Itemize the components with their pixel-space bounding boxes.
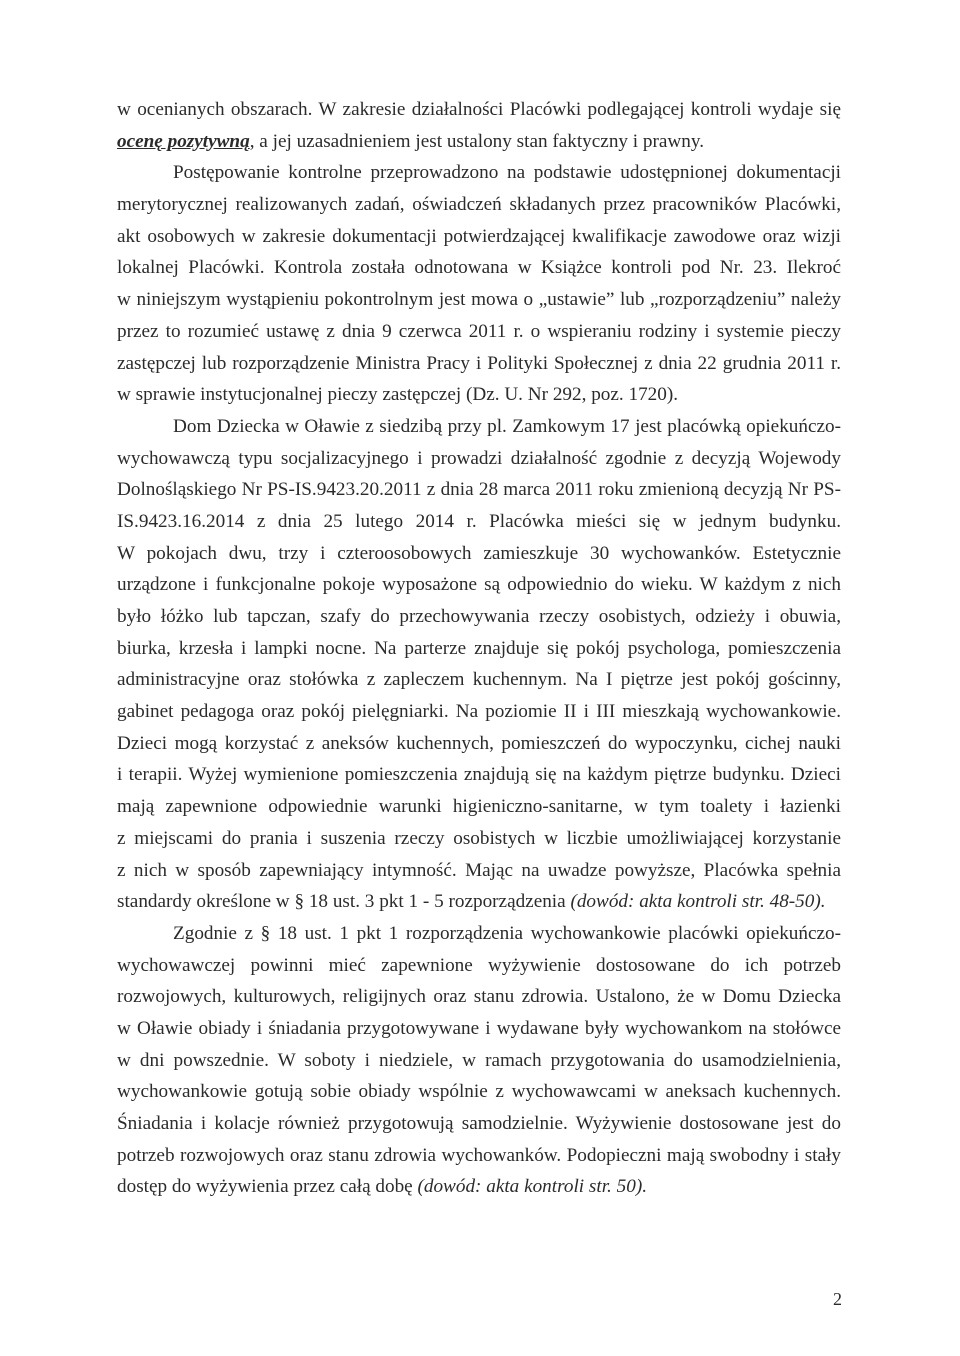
text-line: administracyjne oraz stołówka z zapleczem kuchennym. Na I piętrze jest pokój gościnny,	[117, 669, 841, 691]
text-line: było łóżko lub tapczan, szafy do przechowywania rzeczy osobistych, odzieży i obuwia,	[117, 606, 841, 627]
text-line: lokalnej Placówki. Kontrola została odnotowana w Książce kontroli pod Nr. 23. Ilekroć	[117, 257, 841, 279]
text-line: akt osobowych w zakresie dokumentacji potwierdzającej kwalifikacje zawodowe oraz wizji	[117, 225, 841, 247]
text-line	[117, 886, 841, 918]
text-line: potrzeb rozwojowych oraz stanu zdrowia wychowanków. Podopieczni mają swobodny i stały	[117, 1144, 841, 1166]
text-line: Zgodnie z § 18 ust. 1 pkt 1 rozporządzenia wychowankowie placówki opiekuńczo-	[173, 922, 841, 944]
text-line	[117, 1171, 841, 1203]
line-segment: , a jej uzasadnieniem jest ustalony stan faktyczny i prawny.	[249, 130, 705, 152]
text-line: wychowawczej powinni mieć zapewnione wyżywienie dostosowane do ich potrzeb	[117, 954, 841, 976]
text-line: przez to rozumieć ustawę z dnia 9 czerwca 2011 r. o wspieraniu rodziny i systemie pieczy	[117, 320, 841, 342]
text-line: W pokojach dwu, trzy i czteroosobowych zamieszkuje 30 wychowanków. Estetycznie	[117, 542, 841, 564]
text-line: zastępczej lub rozporządzenie Ministra Pracy i Polityki Społecznej z dnia 22 grudnia 2011 r.	[117, 352, 841, 374]
evidence-citation: (dowód: akta kontroli str. 48-50).	[570, 891, 826, 913]
text-line: Postępowanie kontrolne przeprowadzono na podstawie udostępnionej dokumentacji	[173, 162, 841, 184]
text-line: w Oławie obiady i śniadania przygotowywane i wydawane były wychowankom na stołówce	[117, 1017, 841, 1039]
text-line: Dolnośląskiego Nr PS-IS.9423.20.2011 z dnia 28 marca 2011 roku zmienioną decyzją Nr PS-	[117, 479, 841, 501]
text-line: z miejscami do prania i suszenia rzeczy osobistych w liczbie umożliwiającej korzystanie	[117, 827, 841, 849]
page-number: 2	[833, 1289, 842, 1309]
text-line: gabinet pedagoga oraz pokój pielęgniarki. Na poziomie II i III mieszkają wychowankowie.	[117, 701, 841, 723]
evidence-citation: (dowód: akta kontroli str. 50).	[417, 1176, 648, 1198]
text-line: Dom Dziecka w Oławie z siedzibą przy pl. Zamkowym 17 jest placówką opiekuńczo-	[173, 415, 841, 437]
text-line: Dzieci mogą korzystać z aneksów kuchennych, pomieszczeń do wypoczynku, cichej nauki	[117, 732, 841, 754]
text-line: i terapii. Wyżej wymienione pomieszczenia znajdują się na każdym piętrze budynku. Dzieci	[117, 764, 841, 786]
text-line: wychowankowie gotują sobie obiady wspólnie z wychowawcami w aneksach kuchennych.	[117, 1081, 841, 1103]
text-line: wychowawczą typu socjalizacyjnego i prowadzi działalność zgodnie z decyzją Wojewody	[117, 447, 841, 469]
text-line: biurka, krzesła i lampki nocne. Na parterze znajduje się pokój psychologa, pomieszczenia	[117, 637, 841, 659]
text-line: Śniadania i kolacje również przygotowują samodzielnie. Wyżywienie dostosowane jest do	[117, 1113, 841, 1134]
text-line: w sprawie instytucjonalnej pieczy zastępczej (Dz. U. Nr 292, poz. 1720).	[117, 384, 679, 406]
text-line: w ocenianych obszarach. W zakresie działalności Placówki podlegającej kontroli wydaje się	[117, 99, 841, 120]
text-line: w niniejszym wystąpieniu pokontrolnym jest mowa o „ustawie” lub „rozporządzeniu” należy	[117, 289, 841, 311]
text-line: rozwojowych, kulturowych, religijnych oraz stanu zdrowia. Ustalono, że w Domu Dziecka	[117, 986, 841, 1008]
emphasized-phrase: ocenę pozytywną	[117, 130, 250, 152]
text-line: w dni powszednie. W soboty i niedziele, w ramach przygotowania do usamodzielnienia,	[117, 1049, 841, 1071]
line-segment: standardy określone w § 18 ust. 3 pkt 1 - 5 rozporządzenia	[117, 891, 571, 913]
text-line	[117, 126, 841, 158]
text-line: merytorycznej realizowanych zadań, oświadczeń składanych przez pracowników Placówki,	[117, 194, 841, 216]
body-text	[117, 94, 841, 1203]
line-segment: dostęp do wyżywienia przez całą dobę	[117, 1176, 418, 1198]
text-line: z nich w sposób zapewniający intymność. Mając na uwadze powyższe, Placówka spełnia	[117, 859, 841, 881]
text-line: IS.9423.16.2014 z dnia 25 lutego 2014 r. Placówka mieści się w jednym budynku.	[117, 510, 841, 532]
text-line: urządzone i funkcjonalne pokoje wyposażone są odpowiednio do wieku. W każdym z nich	[117, 574, 841, 596]
text-line: mają zapewnione odpowiednie warunki higieniczno-sanitarne, w tym toalety i łazienki	[117, 796, 841, 818]
